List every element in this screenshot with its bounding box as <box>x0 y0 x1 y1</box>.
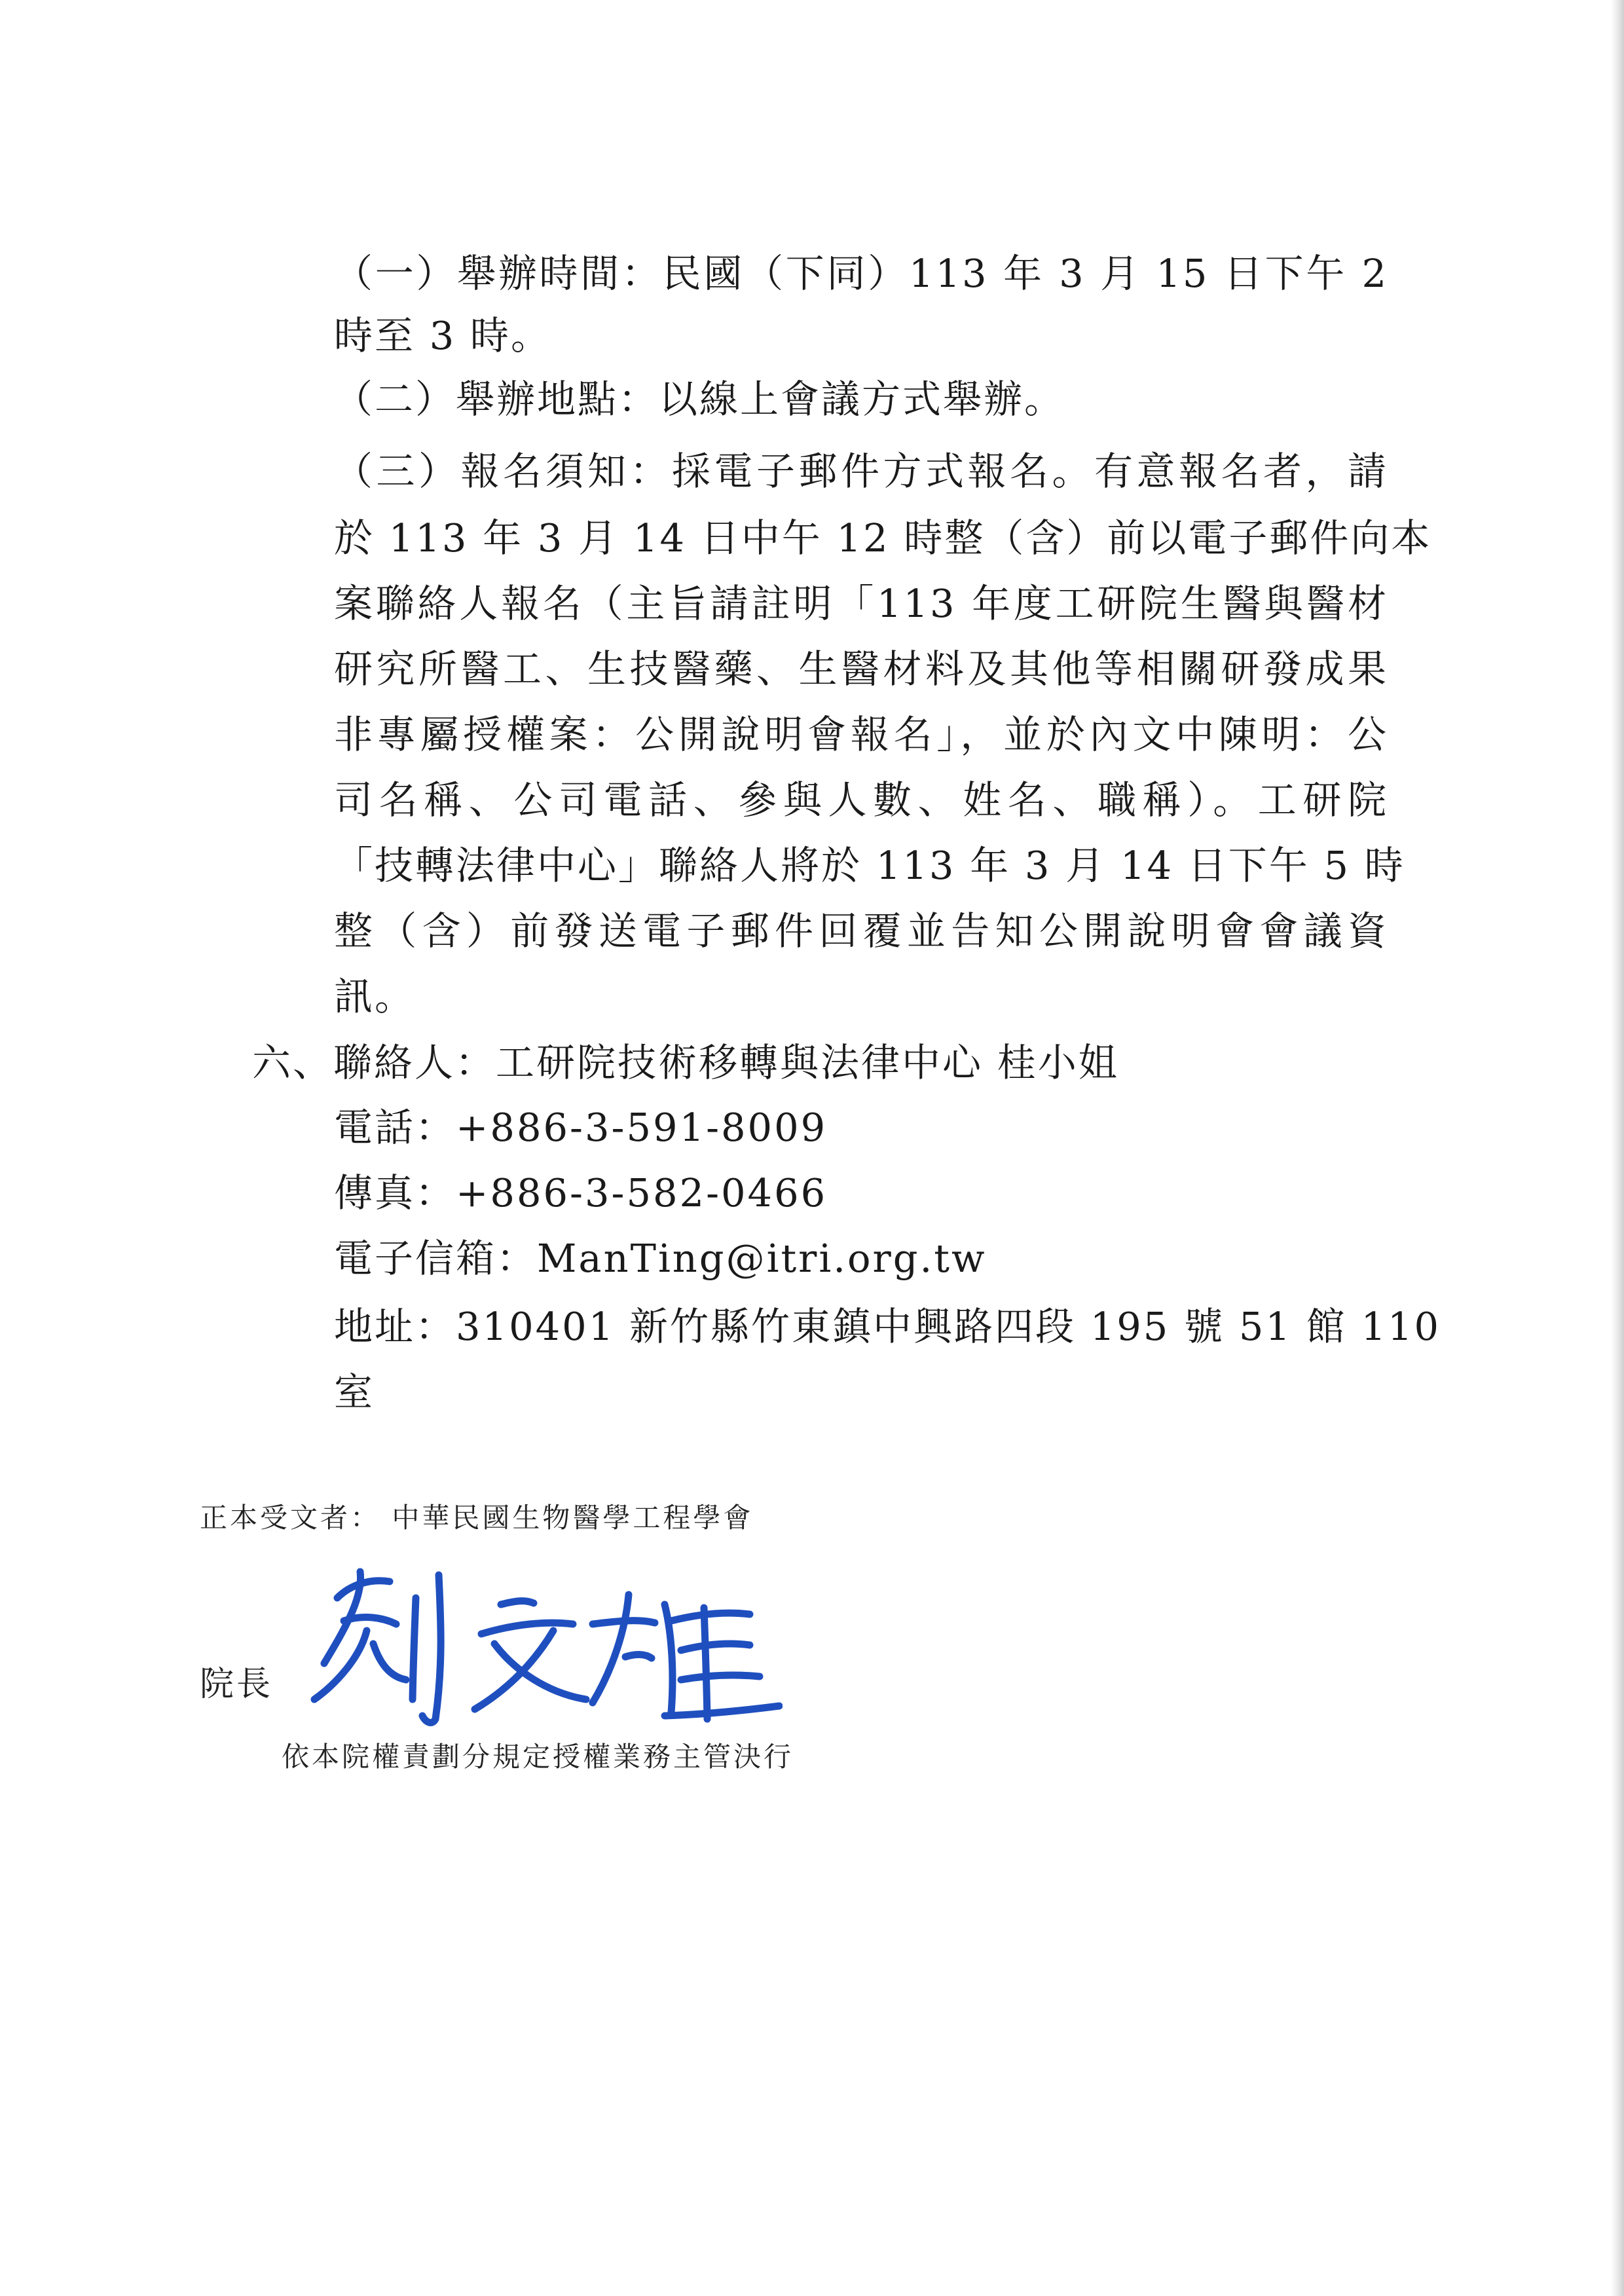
contact-fax: 傳真：+886-3-582-0466 <box>334 1170 828 1215</box>
contact-address-line-2: 室 <box>334 1369 375 1415</box>
item-three-line-6: 司名稱、公司電話、參與人數、姓名、職稱）。工研院 <box>334 777 1388 823</box>
item-one-line-2: 時至 3 時。 <box>334 313 552 358</box>
item-three-line-1: （三）報名須知：採電子郵件方式報名。有意報名者，請 <box>334 449 1388 494</box>
contact-phone: 電話：+886-3-591-8009 <box>334 1105 828 1150</box>
contact-address-line-1: 地址：310401 新竹縣竹東鎮中興路四段 195 號 51 館 110 <box>334 1304 1441 1349</box>
item-three-line-4: 研究所醫工、生技醫藥、生醫材料及其他等相關研發成果 <box>334 646 1388 692</box>
item-three-line-2: 於 113 年 3 月 14 日中午 12 時整（含）前以電子郵件向本 <box>334 515 1432 561</box>
page-edge <box>1611 0 1624 2296</box>
delegation-note: 依本院權責劃分規定授權業務主管決行 <box>282 1741 794 1773</box>
recipients: 正本受文者： 中華民國生物醫學工程學會 <box>200 1502 754 1534</box>
item-three-line-9: 訊。 <box>334 974 416 1019</box>
signature <box>298 1559 783 1742</box>
president-title: 院長 <box>200 1665 274 1704</box>
item-three-line-3: 案聯絡人報名（主旨請註明「113 年度工研院生醫與醫材 <box>334 581 1388 626</box>
contact-heading: 六、聯絡人：工研院技術移轉與法律中心 桂小姐 <box>252 1040 1119 1085</box>
contact-email: 電子信箱：ManTing@itri.org.tw <box>334 1236 987 1281</box>
item-one-line-1: （一）舉辦時間：民國（下同）113 年 3 月 15 日下午 2 <box>334 251 1388 296</box>
item-three-line-5: 非專屬授權案：公開說明會報名」，並於內文中陳明：公 <box>334 712 1388 757</box>
item-three-line-8: 整（含）前發送電子郵件回覆並告知公開說明會會議資 <box>334 908 1388 954</box>
item-three-line-7: 「技轉法律中心」聯絡人將於 113 年 3 月 14 日下午 5 時 <box>334 843 1405 888</box>
item-two-line-1: （二）舉辦地點：以線上會議方式舉辦。 <box>334 377 1065 422</box>
